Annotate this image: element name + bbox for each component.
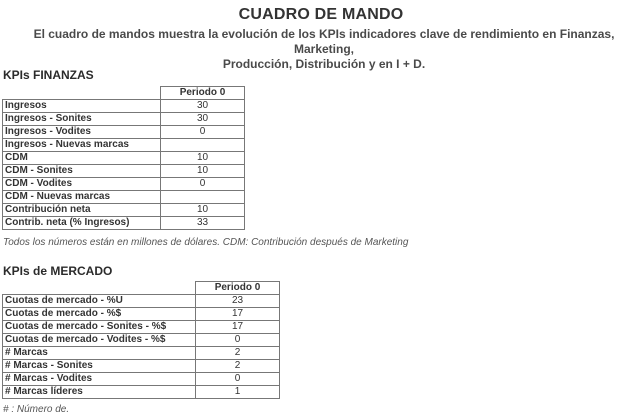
table-row <box>3 308 280 321</box>
table-row <box>3 139 245 152</box>
table-row <box>3 178 245 191</box>
row-value <box>161 191 245 204</box>
row-label: CDM - Vodites <box>3 178 161 191</box>
subtitle-line-2: Producción, Distribución y en I + D. <box>222 57 426 71</box>
row-label: CDM - Sonites <box>3 165 161 178</box>
row-label: Cuotas de mercado - Vodites - %$ <box>3 334 196 347</box>
mercado-header-blank <box>3 282 196 295</box>
row-value: 10 <box>161 204 245 217</box>
row-value: 10 <box>161 165 245 178</box>
row-value: 0 <box>196 373 280 386</box>
row-label: Contrib. neta (% Ingresos) <box>3 217 161 230</box>
table-row <box>3 360 280 373</box>
row-label: Ingresos - Sonites <box>3 113 161 126</box>
finanzas-header-blank <box>3 87 161 100</box>
mercado-section-title: KPIs de MERCADO <box>3 264 113 278</box>
row-value: 30 <box>161 100 245 113</box>
table-row <box>3 165 245 178</box>
row-label: # Marcas <box>3 347 196 360</box>
row-value: 2 <box>196 347 280 360</box>
page-title: CUADRO DE MANDO <box>238 6 404 23</box>
row-label: Ingresos <box>3 100 161 113</box>
mercado-column-header: Periodo 0 <box>196 282 280 295</box>
table-row <box>3 217 245 230</box>
page-subtitle <box>10 27 638 72</box>
row-value: 0 <box>161 178 245 191</box>
finanzas-column-header: Periodo 0 <box>161 87 245 100</box>
row-label: Cuotas de mercado - Sonites - %$ <box>3 321 196 334</box>
row-label: CDM <box>3 152 161 165</box>
table-row <box>3 204 245 217</box>
row-label: # Marcas - Sonites <box>3 360 196 373</box>
row-value: 0 <box>161 126 245 139</box>
row-label: Ingresos - Nuevas marcas <box>3 139 161 152</box>
row-value: 30 <box>161 113 245 126</box>
table-row <box>3 386 280 399</box>
row-value <box>161 139 245 152</box>
table-row <box>3 373 280 386</box>
table-row <box>3 321 280 334</box>
mercado-note: # : Número de. <box>3 404 70 415</box>
row-value: 17 <box>196 321 280 334</box>
row-label: # Marcas líderes <box>3 386 196 399</box>
row-label: # Marcas - Vodites <box>3 373 196 386</box>
finanzas-note: Todos los números están en millones de dólares. CDM: Contribución después de Marketing <box>3 237 409 248</box>
row-value: 10 <box>161 152 245 165</box>
row-value: 1 <box>196 386 280 399</box>
table-row <box>3 295 280 308</box>
row-value: 33 <box>161 217 245 230</box>
row-label: Contribución neta <box>3 204 161 217</box>
table-row <box>3 100 245 113</box>
row-label: Cuotas de mercado - %$ <box>3 308 196 321</box>
table-row <box>3 152 245 165</box>
mercado-header-row <box>3 282 280 295</box>
row-label: Ingresos - Vodites <box>3 126 161 139</box>
table-row <box>3 191 245 204</box>
finanzas-section-title: KPIs FINANZAS <box>3 68 94 82</box>
table-row <box>3 126 245 139</box>
row-value: 17 <box>196 308 280 321</box>
row-value: 2 <box>196 360 280 373</box>
row-value: 23 <box>196 295 280 308</box>
row-value: 0 <box>196 334 280 347</box>
table-row <box>3 113 245 126</box>
row-label: Cuotas de mercado - %U <box>3 295 196 308</box>
row-label: CDM - Nuevas marcas <box>3 191 161 204</box>
mercado-table <box>2 281 280 399</box>
table-row <box>3 347 280 360</box>
subtitle-line-1: El cuadro de mandos muestra la evolución de los KPIs indicadores clave de rendimiento en Finanzas, Marketing, <box>33 27 615 56</box>
table-row <box>3 334 280 347</box>
finanzas-header-row <box>3 87 245 100</box>
finanzas-table <box>2 86 245 230</box>
